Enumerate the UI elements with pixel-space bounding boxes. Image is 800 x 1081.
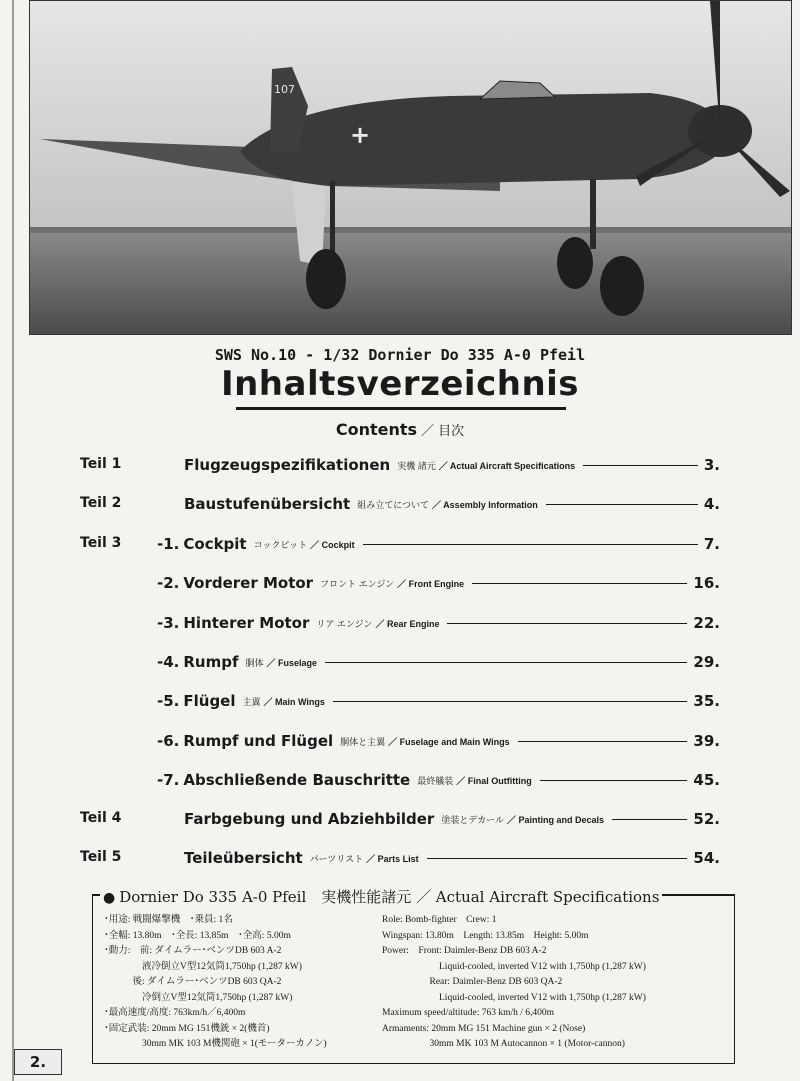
toc-title-english: ／ Front Engine (397, 578, 465, 589)
toc-page-number: 39. (693, 732, 720, 750)
toc-title-english: ／ Painting and Decals (506, 814, 604, 825)
spec-line: 液冷倒立V型12気筒1,750hp (1,287 kW) (104, 961, 302, 972)
toc-section-number: -6. (157, 732, 180, 750)
toc-row[interactable] (0, 849, 800, 869)
toc-part-label: Teil 1 (80, 456, 122, 472)
toc-section-number: -4. (157, 653, 180, 671)
toc-title-japanese: リア エンジン (316, 618, 373, 629)
toc-page-number: 3. (703, 456, 720, 474)
toc-leader-line (583, 465, 698, 466)
spec-line: 冷倒立V型12気筒1,750hp (1,287 kW) (104, 992, 293, 1003)
toc-row[interactable] (0, 732, 800, 752)
toc-title-english: ／ Parts List (366, 853, 419, 864)
toc-leader-line (472, 583, 687, 584)
toc-row[interactable] (0, 535, 800, 555)
toc-title-japanese: 最終艤装 (417, 775, 454, 786)
toc-leader-line (427, 858, 688, 859)
toc-part-label: Teil 3 (80, 535, 122, 551)
spec-line: Armaments: 20mm MG 151 Machine gun × 2 (Nose) (382, 1023, 586, 1034)
toc-row[interactable] (0, 574, 800, 594)
toc-title-japanese: 実機 諸元 (397, 460, 436, 471)
toc-page-number: 7. (703, 535, 720, 553)
toc-row[interactable] (0, 495, 800, 515)
spec-line: ･固定武装: 20mm MG 151機銃 × 2(機首) (104, 1023, 270, 1034)
toc-page-number: 16. (693, 574, 720, 592)
toc-title-english: ／ Fuselage (266, 657, 318, 668)
toc-title-japanese: フロント エンジン (320, 578, 395, 589)
toc-leader-line (612, 819, 687, 820)
spec-line: ･用途: 戦闘爆撃機 ･乗員: 1名 (104, 915, 233, 925)
toc-row[interactable] (0, 456, 800, 476)
bullet-icon: ● (103, 890, 116, 906)
toc-leader-line (540, 780, 688, 781)
toc-title-english: ／ Cockpit (310, 539, 355, 550)
spec-line: Liquid-cooled, inverted V12 with 1,750hp (1,287 kW) (382, 961, 646, 972)
toc-title-german: Hinterer Motor (183, 614, 310, 632)
spec-line: ･最高速度/高度: 763km/h／6,400m (104, 1008, 246, 1018)
contents-heading (0, 420, 800, 439)
toc-part-label: Teil 5 (80, 849, 122, 865)
spec-line: ･全幅: 13.80m ･全長: 13.85m ･全高: 5.00m (104, 930, 291, 941)
spec-list-japanese (104, 913, 327, 1053)
toc-page-number: 52. (693, 810, 720, 828)
toc-section-number: -7. (157, 771, 180, 789)
toc-title-japanese: 塗装とデカール (441, 814, 504, 825)
toc-leader-line (546, 504, 698, 505)
spec-line: Wingspan: 13.80m Length: 13.85m Height: 5.00m (382, 930, 589, 941)
toc-page-number: 4. (703, 495, 720, 513)
toc-title-german: Rumpf und Flügel (183, 732, 334, 750)
toc-section-number: -1. (157, 535, 180, 553)
page-title: Inhaltsverzeichnis (220, 364, 580, 404)
contents-label: Contents (335, 420, 418, 439)
toc-title-japanese: パーツリスト (309, 853, 364, 864)
title-underline (236, 407, 566, 410)
toc-title-german: Abschließende Bauschritte (183, 771, 411, 789)
toc-title-english: ／ Main Wings (263, 696, 325, 707)
tail-number: 107 (274, 83, 295, 96)
toc-title-english: ／ Final Outfitting (456, 775, 532, 786)
toc-page-number: 54. (693, 849, 720, 867)
toc-title-english: ／ Fuselage and Main Wings (388, 736, 510, 747)
toc-title-japanese: コックピット (253, 539, 308, 550)
toc-section-number: -5. (157, 692, 180, 710)
toc-title-japanese: 主翼 (242, 696, 261, 707)
toc-page-number: 35. (693, 692, 720, 710)
toc-title-japanese: 胴体と主翼 (340, 736, 386, 747)
toc-title-german: Farbgebung und Abziehbilder (184, 810, 435, 828)
toc-row[interactable] (0, 810, 800, 830)
spec-line: Liquid-cooled, inverted V12 with 1,750hp (1,287 kW) (382, 992, 646, 1003)
toc-title-german: Baustufenübersicht (184, 495, 351, 513)
spec-box-title: ● Dornier Do 335 A-0 Pfeil 実機性能諸元 ／ Actual Aircraft Specifications (100, 886, 662, 907)
toc-row[interactable] (0, 614, 800, 634)
toc-title-german: Rumpf (183, 653, 239, 671)
toc-row[interactable] (0, 692, 800, 712)
spec-line: Role: Bomb-fighter Crew: 1 (382, 915, 497, 925)
toc-title-german: Vorderer Motor (183, 574, 314, 592)
toc-page-number: 29. (693, 653, 720, 671)
series-title: SWS No.10 - 1/32 Dornier Do 335 A-0 Pfeil (214, 346, 586, 364)
toc-section-number: -2. (157, 574, 180, 592)
toc-leader-line (333, 701, 687, 702)
toc-leader-line (518, 741, 688, 742)
toc-title-japanese: 組み立てについて (357, 499, 430, 510)
toc-title-japanese: 胴体 (245, 657, 264, 668)
spec-line: Maximum speed/altitude: 763 km/h / 6,400m (382, 1008, 555, 1018)
toc-leader-line (363, 544, 698, 545)
aircraft-photo (29, 0, 792, 335)
page-number: 2. (14, 1049, 62, 1075)
spec-line: Power: Front: Daimler-Benz DB 603 A-2 (382, 946, 547, 956)
toc-title-english: ／ Actual Aircraft Specifications (438, 460, 576, 471)
toc-row[interactable] (0, 771, 800, 791)
svg-text:+: + (350, 121, 371, 149)
toc-page-number: 45. (693, 771, 720, 789)
toc-title-german: Flügel (183, 692, 236, 710)
toc-title-german: Teileübersicht (184, 849, 303, 867)
toc-title-english: ／ Rear Engine (375, 618, 440, 629)
toc-part-label: Teil 2 (80, 495, 122, 511)
toc-page-number: 22. (693, 614, 720, 632)
toc-row[interactable] (0, 653, 800, 673)
toc-title-english: ／ Assembly Information (432, 499, 538, 510)
spec-line: 30mm MK 103 M Autocannon × 1 (Motor-cannon) (382, 1039, 625, 1049)
spec-line: Rear: Daimler-Benz DB 603 QA-2 (382, 977, 563, 987)
toc-leader-line (447, 623, 687, 624)
spec-line: 後: ダイムラー･ベンツDB 603 QA-2 (104, 977, 282, 987)
spec-list-english (382, 913, 646, 1053)
spec-line: ･動力: 前: ダイムラー･ベンツDB 603 A-2 (104, 946, 282, 956)
contents-label-jp: ／ 目次 (421, 424, 465, 439)
toc-part-label: Teil 4 (80, 810, 122, 826)
toc-section-number: -3. (157, 614, 180, 632)
spec-line: 30mm MK 103 M機関砲 × 1(モーターカノン) (104, 1039, 327, 1049)
toc-title-german: Cockpit (183, 535, 247, 553)
toc-leader-line (325, 662, 687, 663)
toc-title-german: Flugzeugspezifikationen (184, 456, 391, 474)
